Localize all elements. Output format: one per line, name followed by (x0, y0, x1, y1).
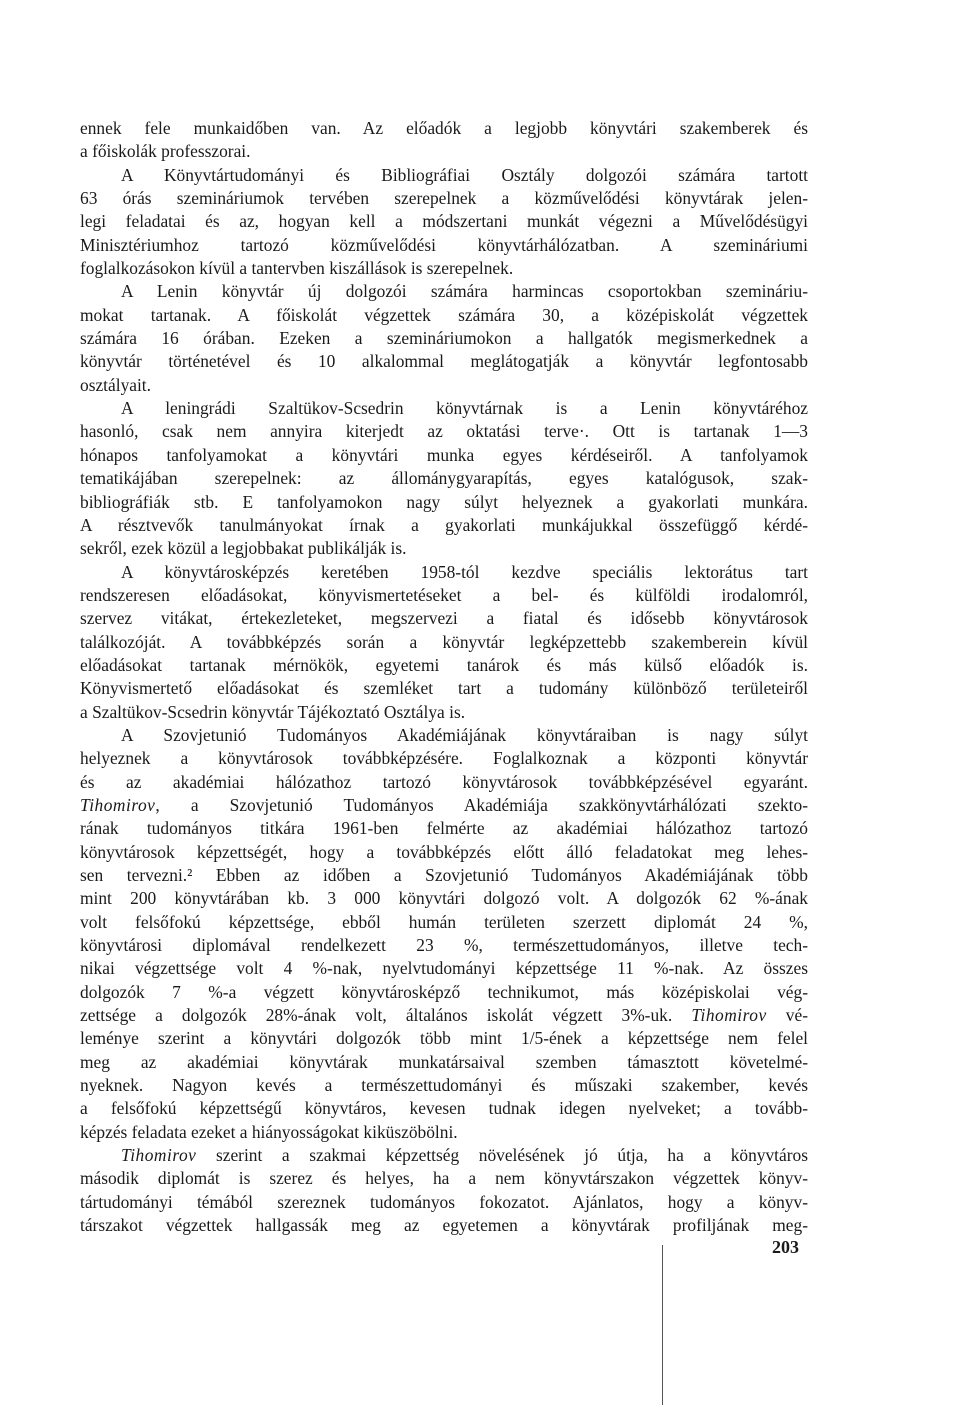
text-line: tártudományi témából szereznek tudományos fokozatot. Ajánlatos, hogy a könyv- (80, 1191, 808, 1212)
text-line: Könyvismertető előadásokat és szemléket tart a tudomány különböző területeiről (80, 678, 808, 699)
text-line: képzés feladata ezeket a hiányosságokat kiküszöbölni. (80, 1121, 458, 1142)
text-line: Minisztériumhoz tartozó közművelődési könyvtárhálózatban. A szemináriumi (80, 234, 808, 255)
text-line: dolgozók 7 %-a végzett könyvtárosképző technikumot, más középiskolai vég- (80, 981, 808, 1002)
text-line: hónapos tanfolyamokat a könyvtári munka egyes kérdéseiről. A tanfolyamok (80, 444, 808, 465)
author-name: Tihomirov (121, 1145, 197, 1166)
author-name: Tihomirov (691, 1005, 767, 1026)
text-line: könyvtárosi diplomával rendelkezett 23 %, természettudományos, illetve tech- (80, 935, 808, 956)
text-line: társzakot végzettek hallgassák meg az egyetemen a könyvtárak profiljának meg- (80, 1215, 808, 1236)
text-line: szervez vitákat, értekezleteket, megszervezi a fiatal és idősebb könyvtárosok (80, 608, 808, 629)
text-line: legi feladatai és az, hogyan kell a módszertani munkát végezni a Művelődésügyi (80, 211, 808, 232)
text-line: és az akadémiai hálózathoz tartozó könyvtárosok továbbképzésével egyaránt. (80, 771, 808, 792)
text-line: Tihomirov, a Szovjetunió Tudományos Akadémiája szakkönyvtárhálózati szekto- (80, 794, 808, 815)
text-line: bibliográfiák stb. E tanfolyamokon nagy súlyt helyeznek a gyakorlati munkára. (80, 491, 808, 512)
text-line: osztályait. (80, 374, 151, 395)
text-line: nyeknek. Nagyon kevés a természettudományi és műszaki szakember, kevés (80, 1075, 808, 1096)
text-line: sen tervezni.² Ebben az időben a Szovjetunió Tudományos Akadémiájának több (80, 865, 808, 885)
text-line: A Lenin könyvtár új dolgozói számára harmincas csoportokban szemináriu- (121, 281, 808, 302)
text-line: zettsége a dolgozók 28%-ának volt, általános iskolát végzett 3%-uk. Tihomirov vé- (80, 1005, 808, 1026)
text-line: előadásokat tartanak mérnökök, egyetemi tanárok és más külső előadók is. (80, 654, 808, 675)
text-line: hasonló, csak nem annyira kiterjedt az oktatási terve·. Ott is tartanak 1—3 (80, 421, 808, 442)
page-number: 203 (772, 1237, 799, 1257)
text-line: ennek fele munkaidőben van. Az előadók a legjobb könyvtári szakemberek és (80, 118, 808, 138)
text-line: A Szovjetunió Tudományos Akadémiájának könyvtáraiban is nagy súlyt (121, 724, 808, 745)
text-line: sekről, ezek közül a legjobbakat publikálják is. (80, 538, 407, 559)
text-line: foglalkozásokon kívül a tantervben kiszállások is szerepelnek. (80, 258, 514, 279)
text-line: rendszeresen előadásokat, könyvismertetéseket a bel- és külföldi irodalomról, (80, 584, 808, 605)
text-line: nikai végzettsége volt 4 %-nak, nyelvtudományi képzettsége 11 %-nak. Az összes (80, 958, 808, 979)
text-line: a főiskolák professzorai. (80, 141, 251, 162)
text-line: mokat tartanak. A főiskolát végzettek számára 30, a középiskolát végzettek (80, 304, 808, 325)
text-line: volt felsőfokú képzettsége, ebből humán területen szerzett diplomát 24 %, (80, 911, 808, 932)
text-line: könyvtár történetével és 10 alkalommal meglátogatják a könyvtár legfontosabb (80, 351, 808, 372)
text-line: második diplomát is szerez és helyes, ha a nem könyvtárszakon végzettek könyv- (80, 1168, 808, 1189)
text-line: a felsőfokú képzettségű könyvtáros, kevesen tudnak idegen nyelveket; a tovább- (80, 1098, 808, 1119)
text-line: leménye szerint a könyvtári dolgozók több mint 1/5-ének a képzettsége nem felel (80, 1028, 808, 1049)
text-line: a Szaltükov-Scsedrin könyvtár Tájékoztató Osztálya is. (80, 701, 466, 722)
text-line: 63 órás szemináriumok tervében szerepelnek a közművelődési könyvtárak jelen- (80, 188, 808, 209)
text-line: könyvtárosok képzettségét, hogy a továbbképzés előtt álló feladatokat meg lehes- (80, 841, 808, 862)
text-line: A résztvevők tanulmányokat írnak a gyakorlati munkájukkal összefüggő kérdé- (80, 514, 808, 535)
text-line: rának tudományos titkára 1961-ben felmérte az akadémiai hálózathoz tartozó (80, 818, 808, 839)
text-line: tematikájában szerepelnek: az állománygyarapítás, egyes katalógusok, szak- (80, 468, 808, 489)
text-line: A leningrádi Szaltükov-Scsedrin könyvtárnak is a Lenin könyvtáréhoz (121, 398, 808, 419)
text-line: A Könyvtártudományi és Bibliográfiai Osztály dolgozói számára tartott (121, 164, 808, 185)
author-name: Tihomirov (80, 794, 156, 815)
text-line: találkozóját. A továbbképzés során a könyvtár legképzettebb szakemberein kívül (80, 631, 808, 652)
text-line: A könyvtárosképzés keretében 1958-tól kezdve speciális lektorátus tart (121, 561, 808, 582)
text-line: mint 200 könyvtárában kb. 3 000 könyvtári dolgozó volt. A dolgozók 62 %-ának (80, 888, 808, 909)
text-line: helyeznek a könyvtárosok továbbképzésére. Foglalkoznak a központi könyvtár (80, 748, 808, 769)
text-line: számára 16 órában. Ezeken a szemináriumokon a hallgatók megismerkednek a (80, 328, 808, 349)
text-line: meg az akadémiai könyvtárak munkatársaival szemben támasztott követelmé- (80, 1051, 808, 1072)
margin-rule (662, 1245, 663, 1405)
text-line: Tihomirov szerint a szakmai képzettség növelésének jó útja, ha a könyvtáros (121, 1145, 808, 1166)
page-body (80, 117, 808, 1238)
